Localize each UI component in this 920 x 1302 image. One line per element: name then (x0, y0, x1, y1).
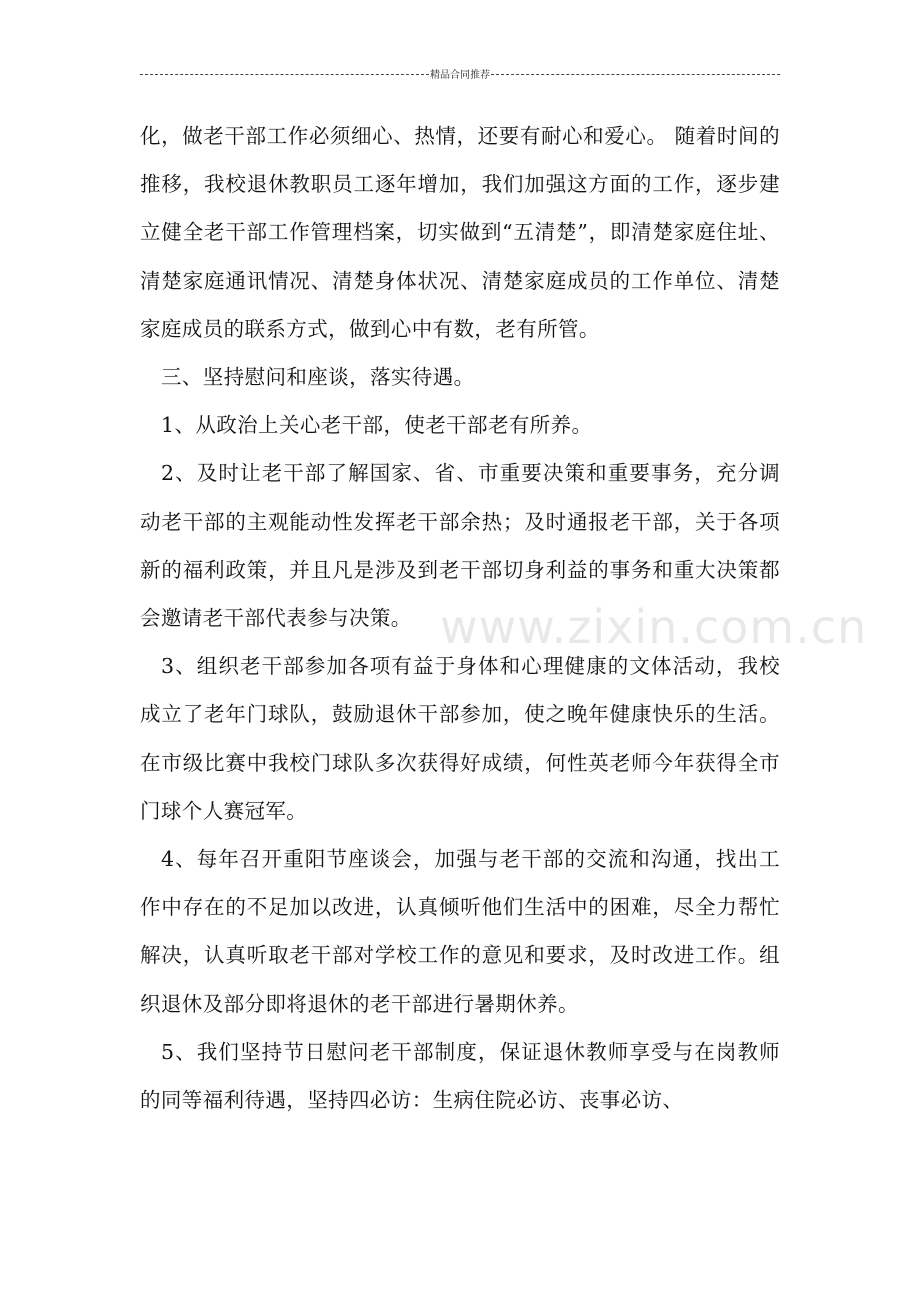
watermark: www.zixin.com.cn (440, 600, 868, 654)
header-dash-right (491, 74, 780, 75)
document-body (140, 112, 780, 1124)
paragraph-item-4: 4、每年召开重阳节座谈会，加强与老干部的交流和沟通，找出工作中存在的不足加以改进，认真倾听他们生活中的困难，尽全力帮忙解决，认真听取老干部对学校工作的意见和要求，及时改进工作。组织退休及部分即将退休的老干部进行暑期休养。 (140, 847, 780, 1016)
header-dash-left (140, 74, 429, 75)
paragraph-item-3: 3、组织老干部参加各项有益于身体和心理健康的文体活动，我校成立了老年门球队，鼓励退休干部参加，使之晚年健康快乐的生活。在市级比赛中我校门球队多次获得好成绩，何性英老师今年获得全市门球个人赛冠军。 (140, 654, 780, 823)
page-header (140, 66, 780, 81)
header-label: 精品合同推荐 (430, 70, 490, 81)
paragraph-item-2: 2、及时让老干部了解国家、省、市重要决策和重要事务，充分调动老干部的主观能动性发挥老干部余热；及时通报老干部，关于各项新的福利政策，并且凡是涉及到老干部切身利益的事务和重大决策都会邀请老干部代表参与决策。 (140, 461, 780, 631)
paragraph-item-1: 1、从政治上关心老干部，使老干部老有所养。 (161, 413, 593, 438)
paragraph-continuation: 化，做老干部工作必须细心、热情，还要有耐心和爱心。 随着时间的推移，我校退休教职员工逐年增加，我们加强这方面的工作，逐步建立健全老干部工作管理档案，切实做到“五清楚”，即清楚家庭住址、清楚家庭通讯情况、清楚身体状况、清楚家庭成员的工作单位、清楚家庭成员的联系方式，做到心中有数，老有所管。 (140, 124, 780, 341)
section-heading-3: 三、坚持慰问和座谈，落实待遇。 (161, 365, 475, 390)
paragraph-item-5: 5、我们坚持节日慰问老干部制度，保证退休教师享受与在岗教师的同等福利待遇，坚持四必访：生病住院必访、丧事必访、 (140, 1039, 780, 1113)
